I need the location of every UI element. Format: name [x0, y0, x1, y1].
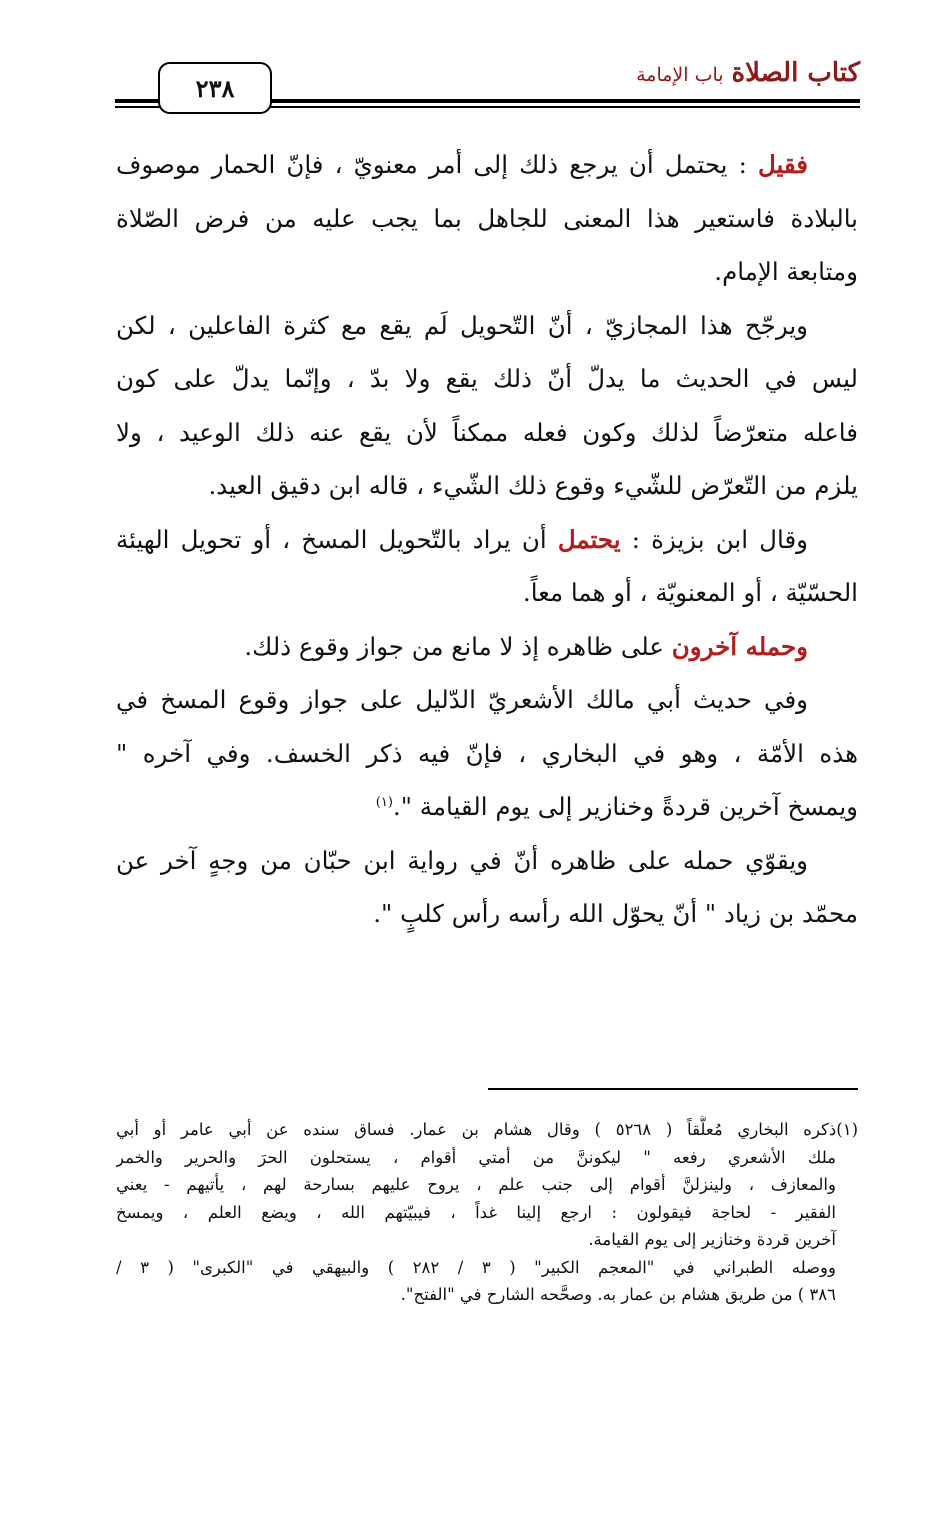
footnote-line: (١)ذكره البخاري مُعلَّقاً ( ٥٢٦٨ ) وقال هشام بن عمار. فساق سنده عن أبي عامر أو أبي [116, 1120, 858, 1139]
chapter-title: باب الإمامة [636, 64, 724, 86]
text-line: وفي حديث أبي مالك الأشعريّ الدّليل على جواز وقوع المسخ في [116, 685, 808, 714]
footnote-line: ملك الأشعري رفعه " ليكوننَّ من أمتي أقوام ، يستحلون الحرَ والحرير والخمر [116, 1147, 836, 1167]
footnotes [116, 1116, 858, 1309]
text-line: وقال ابن بزيزة : يحتمل أن يراد بالتّحويل المسخ ، أو تحويل الهيئة [116, 524, 808, 554]
text-line: يلزم من التّعرّض للشّيء وقوع ذلك الشّيء ، قاله ابن دقيق العيد. [208, 471, 858, 500]
main-text [116, 138, 858, 941]
footnote-line: الفقير - لحاجة فيقولون : ارجع إلينا غداً ، فيبيّتهم الله ، ويضع العلم ، ويمسخ [116, 1202, 836, 1222]
running-header [636, 58, 860, 88]
text-line: فقيل : يحتمل أن يرجع ذلك إلى أمر معنويّ ، فإنّ الحمار موصوف [116, 150, 808, 179]
footnote-line: والمعازف ، ولينزلنَّ أقوام إلى جنب علم ، يروح عليهم بسارحة لهم ، يأتيهم - يعني [116, 1175, 836, 1194]
text-line: ويرجّح هذا المجازيّ ، أنّ التّحويل لَم يقع مع كثرة الفاعلين ، لكن [116, 310, 808, 340]
highlight-term: وحمله آخرون [671, 631, 808, 661]
text-line: ويمسخ آخرين قردةً وخنازير إلى يوم القيامة ".$^{(١)}$ [375, 792, 858, 821]
text-line: ليس في الحديث ما يدلّ أنّ ذلك يقع ولا بدّ ، وإنّما يدلّ على كون [116, 364, 858, 393]
text-line: ومتابعة الإمام. [714, 257, 858, 286]
footnote-separator [488, 1088, 858, 1090]
highlight-term: فقيل [757, 150, 808, 179]
text-line: هذه الأمّة ، وهو في البخاري ، فإنّ فيه ذكر الخسف. وفي آخره " [116, 738, 858, 768]
text-line: الحسّيّة ، أو المعنويّة ، أو هما معاً. [522, 578, 858, 607]
page-number-box [158, 62, 272, 114]
footnote-line: ووصله الطبراني في "المعجم الكبير" ( ٣ / ٢٨٢ ) والبيهقي في "الكبرى" ( ٣ / [116, 1257, 836, 1277]
text-line: بالبلادة فاستعير هذا المعنى للجاهل بما يجب عليه من فرض الصّلاة [116, 203, 858, 233]
text-line: محمّد بن زياد " أنّ يحوّل الله رأسه رأس كلبٍ ". [373, 899, 858, 928]
footnote-reference[interactable]: (١) [375, 794, 393, 810]
text-line: فاعله متعرّضاً لذلك وكون فعله ممكناً لأن يقع عنه ذلك الوعيد ، ولا [116, 417, 858, 447]
text-line: وحمله آخرون على ظاهره إذ لا مانع من جواز وقوع ذلك. [244, 631, 808, 661]
footnote-line: ٣٨٦ ) من طريق هشام بن عمار به. وصحَّحه الشارح في "الفتح". [400, 1285, 836, 1304]
book-title: كتاب الصلاة [731, 58, 860, 88]
text-line: ويقوّي حمله على ظاهره أنّ في رواية ابن حبّان من وجهٍ آخر عن [116, 845, 808, 875]
page-number: ٢٣٨ [195, 73, 235, 103]
highlight-term: يحتمل [557, 524, 621, 554]
footnote-line: آخرين قردة وخنازير إلى يوم القيامة. [588, 1230, 836, 1249]
